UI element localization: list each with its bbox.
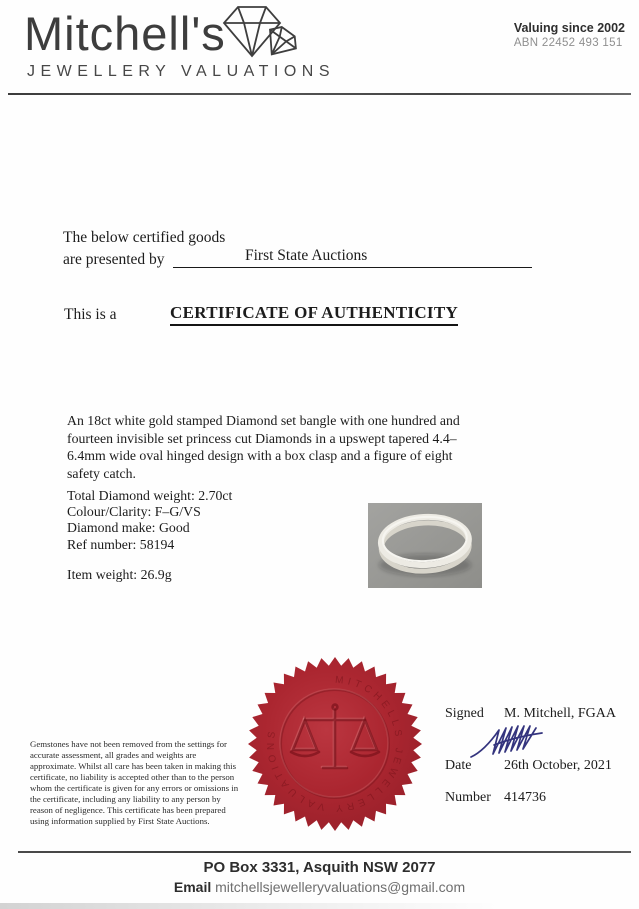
seal-ring-text: MITCHELLS JEWELLERY VALUATIONS <box>265 674 405 814</box>
presented-by-label: are presented by <box>63 251 165 268</box>
scan-artifact <box>0 903 500 909</box>
valuing-since-text: Valuing since 2002 <box>513 21 625 35</box>
item-description: An 18ct white gold stamped Diamond set bangle with one hundred and fourteen invisible set princess cut Diamonds in a upswept tapered 4.4–6.4mm wide oval hinged design with a box clasp and a figure of eight safety catch. <box>67 413 460 481</box>
signed-value: M. Mitchell, FGAA <box>504 706 616 721</box>
number-label: Number <box>445 790 491 805</box>
detail-diamond-make: Diamond make: Good <box>67 520 190 536</box>
header-divider <box>8 93 631 95</box>
number-value: 414736 <box>504 790 546 805</box>
brand-subtitle: JEWELLERY VALUATIONS <box>27 63 335 80</box>
certificate-title: CERTIFICATE OF AUTHENTICITY <box>170 303 458 326</box>
date-value: 26th October, 2021 <box>504 758 612 773</box>
footer-divider <box>18 851 631 853</box>
detail-diamond-weight: Total Diamond weight: 2.70ct <box>67 488 233 503</box>
disclaimer-text: Gemstones have not been removed from the settings for accurate assessment, all grades and weights are approximate. Whilst all care has been taken in making this certificate, no liability is accepted other than to the person whom the certificate is given for any errors or omissions in the certificate, including any liability to any person by reason of negligence. This certificate has been prepared using information supplied by First State Auctions. <box>30 739 239 826</box>
presenter-name: First State Auctions <box>173 247 532 268</box>
item-weight-text: Item weight: 26.9g <box>67 567 172 582</box>
diamonds-logo-icon <box>210 4 314 71</box>
signed-label: Signed <box>445 706 484 721</box>
detail-list <box>67 488 232 553</box>
presented-goods-line: The below certified goods <box>63 229 226 246</box>
certificate-intro: This is a <box>64 306 117 323</box>
brand-name: Mitchell's <box>24 7 226 60</box>
abn-text: ABN 22452 493 151 <box>513 37 623 49</box>
date-label: Date <box>445 758 472 773</box>
red-wax-seal <box>247 656 423 832</box>
detail-ref-number: Ref number: 58194 <box>67 536 175 552</box>
footer-email-line <box>0 879 639 895</box>
detail-colour-clarity: Colour/Clarity: F–G/VS <box>67 504 201 520</box>
email-label: Email <box>173 879 212 895</box>
footer-address: PO Box 3331, Asquith NSW 2077 <box>203 859 436 876</box>
bangle-photo <box>368 503 482 588</box>
header-right <box>514 21 625 49</box>
email-address: mitchellsjewelleryvaluations@gmail.com <box>215 879 466 895</box>
